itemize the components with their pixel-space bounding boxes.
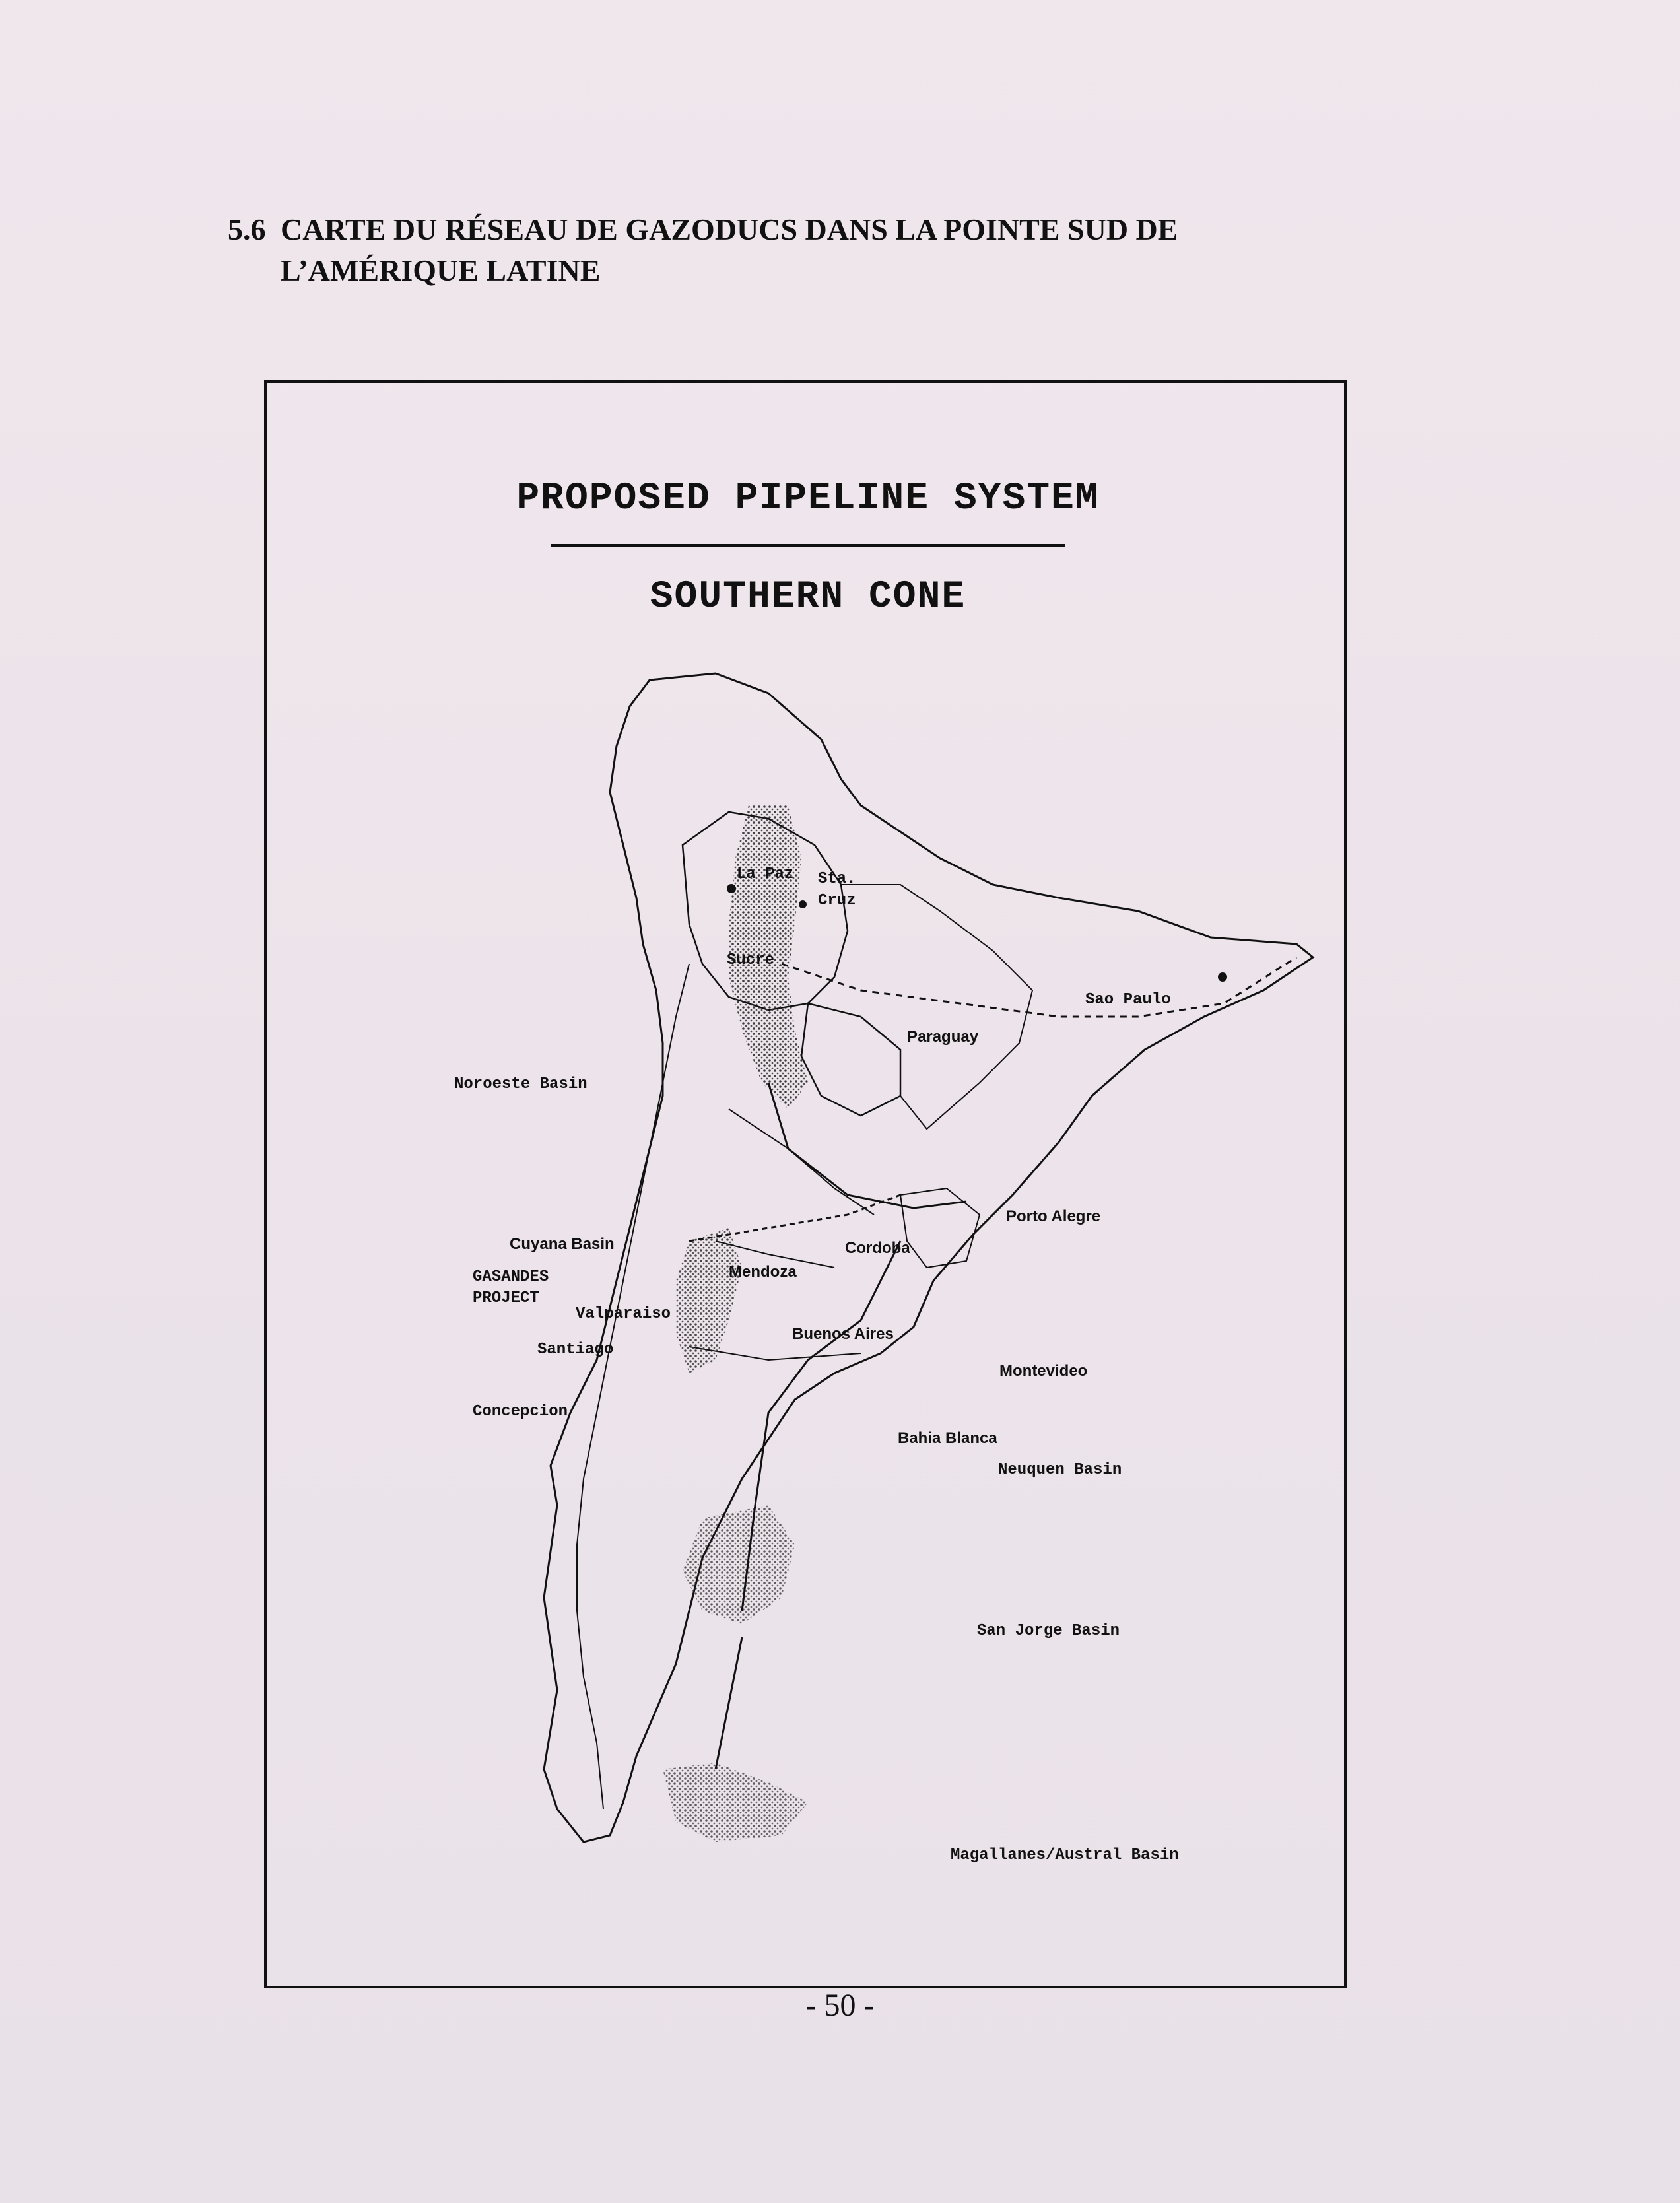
label-valparaiso: Valparaiso bbox=[576, 1305, 671, 1323]
pipeline-magallanes bbox=[716, 1637, 742, 1769]
la-paz-dot bbox=[727, 884, 736, 893]
label-porto-alegre: Porto Alegre bbox=[1006, 1207, 1101, 1225]
label-buenos-aires: Buenos Aires bbox=[792, 1325, 894, 1343]
label-san-jorge-basin: San Jorge Basin bbox=[977, 1622, 1120, 1640]
andes-stipple-central bbox=[676, 1228, 742, 1373]
border-uruguay bbox=[900, 1188, 980, 1268]
label-gasandes: GASANDES bbox=[473, 1268, 549, 1286]
label-sucre: Sucre bbox=[727, 951, 775, 969]
label-magallanes-basin: Magallanes/Austral Basin bbox=[951, 1847, 1179, 1864]
label-la-paz: La Paz bbox=[737, 865, 794, 883]
label-santiago: Santiago bbox=[537, 1341, 614, 1359]
continent-outline bbox=[544, 673, 1313, 1842]
label-montevideo: Montevideo bbox=[999, 1362, 1088, 1380]
label-paraguay: Paraguay bbox=[907, 1028, 979, 1046]
map-title: PROPOSED PIPELINE SYSTEM bbox=[516, 477, 1100, 520]
border-brazil bbox=[841, 885, 1032, 1129]
sao-paulo-dot bbox=[1218, 972, 1227, 982]
label-neuquen-basin: Neuquen Basin bbox=[998, 1461, 1122, 1479]
label-concepcion: Concepcion bbox=[473, 1403, 568, 1421]
section-title-line-1: CARTE DU RÉSEAU DE GAZODUCS DANS LA POINTE SUD DE bbox=[281, 213, 1178, 246]
label-sao-paulo: Sao Paulo bbox=[1085, 991, 1171, 1009]
label-sta: Sta. bbox=[818, 870, 856, 888]
label-project: PROJECT bbox=[473, 1289, 539, 1307]
label-cordoba: Cordoba bbox=[845, 1239, 910, 1257]
map-subtitle: SOUTHERN CONE bbox=[650, 576, 966, 619]
pipeline-bolivia-brazil bbox=[782, 957, 1296, 1017]
border-paraguay bbox=[801, 1003, 900, 1116]
label-mendoza: Mendoza bbox=[729, 1263, 797, 1281]
map-figure bbox=[264, 380, 1347, 1988]
label-bahia-blanca: Bahia Blanca bbox=[898, 1429, 997, 1447]
southern-cone-map bbox=[267, 383, 1344, 1986]
border-argentina-chile bbox=[577, 964, 689, 1809]
sta-cruz-dot bbox=[799, 900, 807, 908]
page-number: - 50 - bbox=[805, 1988, 875, 2023]
label-noroeste-basin: Noroeste Basin bbox=[454, 1075, 588, 1093]
basin-stipple-south bbox=[683, 1505, 795, 1624]
label-cuyana-basin: Cuyana Basin bbox=[510, 1235, 615, 1253]
section-title-line-2: L’AMÉRIQUE LATINE bbox=[281, 254, 601, 287]
section-number: 5.6 bbox=[228, 213, 266, 246]
label-cruz: Cruz bbox=[818, 892, 856, 910]
basin-stipple-magallanes bbox=[663, 1763, 808, 1842]
